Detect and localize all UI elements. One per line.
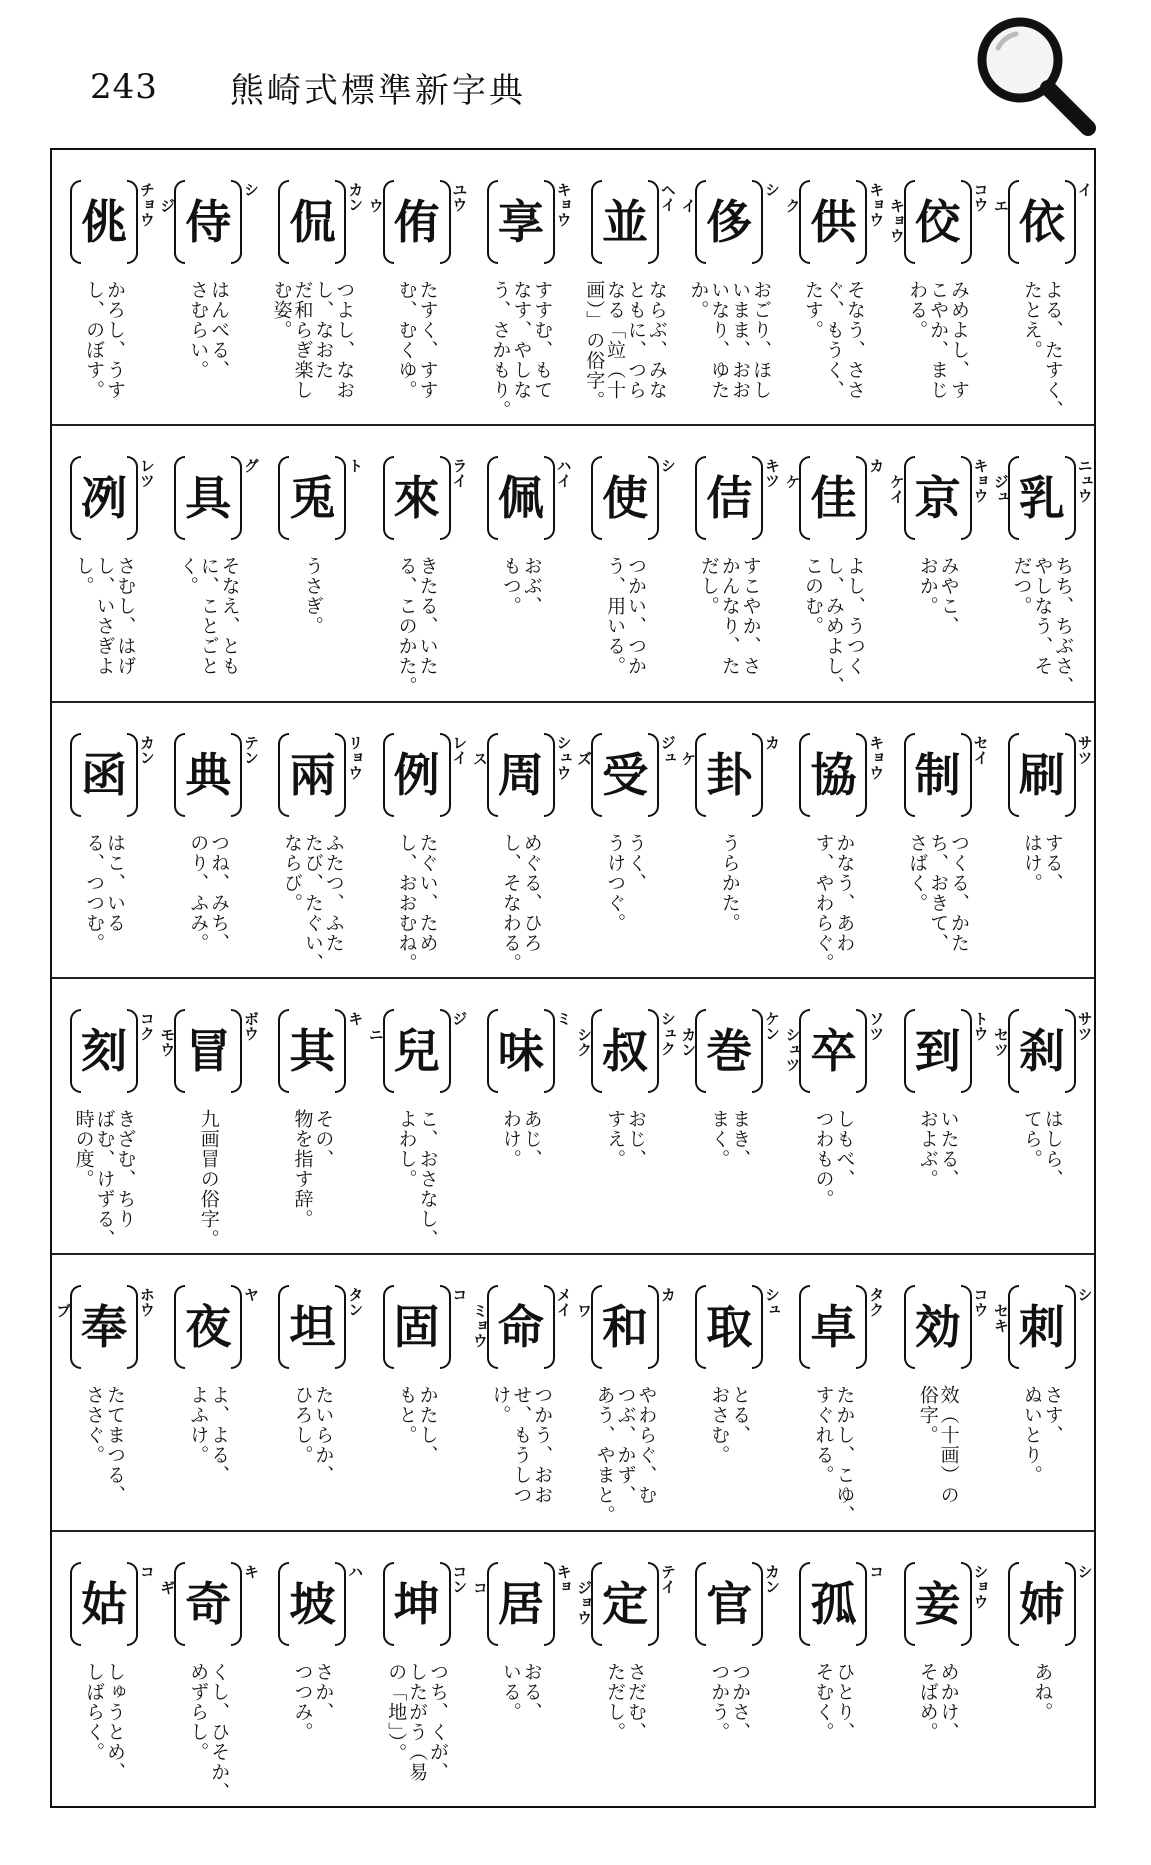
- kanji-entry: [260, 150, 364, 424]
- definition: あね。: [1031, 1661, 1054, 1722]
- kanji-headword: 函: [76, 733, 132, 817]
- on-reading: ト: [346, 458, 365, 474]
- kanji-headword: 奉: [76, 1285, 132, 1369]
- kun-reading: ズ: [575, 750, 594, 766]
- definition: きたる、いた る、このかた。: [395, 556, 439, 697]
- definition: かたし、 もと。: [395, 1385, 439, 1466]
- kanji-headword: 兒: [389, 1009, 445, 1093]
- definition: つかい、つか う、用いる。: [604, 556, 647, 677]
- kanji-headword: 和: [597, 1285, 653, 1369]
- kanji-entry: [886, 426, 990, 700]
- definition: する、 はけ。: [1020, 832, 1064, 893]
- kun-reading: コ: [470, 1579, 489, 1595]
- kanji-entry: [469, 150, 573, 424]
- definition: そなえ、とも に、ことごと く。: [176, 556, 241, 677]
- on-reading: カン: [137, 734, 156, 765]
- kanji-entry: [156, 1255, 260, 1529]
- kun-reading: ブ: [54, 1303, 73, 1319]
- definition: かろし、うす し、のぼす。: [83, 280, 126, 400]
- on-reading: シ: [242, 182, 261, 197]
- on-reading: シ: [1075, 1287, 1094, 1303]
- kanji-headword: 乳: [1014, 456, 1070, 540]
- kanji-entry: [156, 979, 260, 1253]
- on-reading: ソツ: [867, 1010, 886, 1041]
- kanji-headword: 居: [493, 1562, 549, 1646]
- definition: はこ、いる る、つつむ。: [83, 832, 126, 953]
- kanji-entry: [156, 426, 260, 700]
- kanji-headword: 姑: [76, 1562, 132, 1646]
- kanji-headword: 兩: [284, 733, 340, 817]
- kanji-headword: 孤: [805, 1562, 861, 1646]
- definition: たすく、すす む、むくゆ。: [395, 280, 439, 400]
- kanji-headword: 到: [910, 1009, 966, 1093]
- on-reading: キョウ: [867, 182, 886, 227]
- on-reading: シュク: [658, 1010, 677, 1056]
- definition: めかけ、 そばめ。: [916, 1661, 960, 1742]
- kun-reading: ミョウ: [470, 1303, 489, 1349]
- zoom-button[interactable]: [968, 8, 1100, 140]
- definition: おぶ、 もつ。: [499, 556, 543, 617]
- kanji-headword: 典: [180, 733, 236, 817]
- kun-reading: ケ: [783, 474, 802, 490]
- kanji-entry: [990, 703, 1094, 977]
- on-reading: ホウ: [137, 1287, 156, 1318]
- kanji-headword: 來: [389, 456, 445, 540]
- kanji-headword: 並: [597, 180, 653, 264]
- on-reading: ヘイ: [658, 182, 677, 212]
- kanji-headword: 京: [910, 456, 966, 540]
- definition: しゅうとめ、 しばらく。: [83, 1661, 126, 1782]
- kanji-entry: [260, 1255, 364, 1529]
- definition: ふたつ、ふた たび、たぐい、 ならび。: [281, 832, 345, 973]
- kanji-headword: 卓: [805, 1285, 861, 1369]
- definition: 效（十画）の 俗字。: [916, 1385, 960, 1506]
- on-reading: コ: [450, 1287, 469, 1303]
- definition: はんべる、 さむらい。: [187, 280, 231, 380]
- kun-reading: ジョウ: [575, 1579, 594, 1625]
- on-reading: チョウ: [137, 182, 156, 227]
- kanji-headword: 供: [805, 180, 861, 264]
- definition: みやこ、 おか。: [916, 556, 960, 637]
- definition: よし、うつく し、みめよし、 このむ。: [802, 556, 866, 697]
- kanji-entry: [365, 1532, 469, 1806]
- kanji-entry: [52, 979, 156, 1253]
- on-reading: サツ: [1075, 734, 1094, 765]
- kanji-headword: 受: [597, 733, 653, 817]
- kanji-entry: [990, 1532, 1094, 1806]
- entry-row: [52, 1253, 1094, 1529]
- kanji-entry: [365, 703, 469, 977]
- kanji-entry: [781, 979, 885, 1253]
- kanji-headword: 侑: [389, 180, 445, 264]
- on-reading: カン: [346, 182, 365, 212]
- definition: とる、 おさむ。: [708, 1385, 752, 1466]
- on-reading: ボウ: [242, 1010, 261, 1041]
- on-reading: ショウ: [971, 1563, 990, 1609]
- on-reading: キョウ: [554, 182, 573, 227]
- definition: さだむ、 ただし。: [604, 1661, 647, 1742]
- definition: すこやか、さ かんなり、た だし。: [697, 556, 762, 677]
- kanji-entry: [365, 1255, 469, 1529]
- page-header: [90, 62, 526, 112]
- definition: さか、 つつみ。: [291, 1661, 335, 1742]
- kanji-headword: 効: [910, 1285, 966, 1369]
- definition: おる、 いる。: [499, 1661, 543, 1722]
- kanji-headword: 定: [597, 1562, 653, 1646]
- kun-reading: ジ: [158, 198, 177, 213]
- kanji-entry: [781, 426, 885, 700]
- kanji-headword: 妾: [910, 1562, 966, 1646]
- on-reading: サツ: [1075, 1010, 1094, 1041]
- definition: つね、みち、 のり、ふみ。: [187, 832, 231, 953]
- definition: たぐい、ため し、おおむね。: [395, 832, 439, 973]
- page-number: 243: [90, 67, 158, 107]
- kun-reading: ギ: [158, 1579, 177, 1595]
- kun-reading: シュツ: [783, 1026, 802, 1072]
- kun-reading: セツ: [991, 1026, 1010, 1057]
- dictionary-grid: [50, 148, 1096, 1808]
- kun-reading: ケイ: [887, 474, 906, 505]
- on-reading: ハ: [346, 1563, 365, 1579]
- on-reading: テン: [242, 734, 261, 765]
- on-reading: タン: [346, 1287, 365, 1318]
- kanji-entry: [260, 703, 364, 977]
- kanji-entry: [573, 1255, 677, 1529]
- kanji-entry: [52, 703, 156, 977]
- kanji-entry: [52, 1532, 156, 1806]
- kanji-headword: 侈: [701, 180, 757, 264]
- definition: つくる、かた ち、おきて、 さばく。: [906, 832, 971, 953]
- definition: うらかた。: [718, 832, 741, 933]
- kanji-entry: [52, 150, 156, 424]
- kanji-entry: [990, 979, 1094, 1253]
- on-reading: キョウ: [971, 458, 990, 504]
- kanji-headword: 兎: [284, 456, 340, 540]
- kanji-headword: 卒: [805, 1009, 861, 1093]
- kun-reading: ケ: [679, 750, 698, 766]
- kanji-headword: 刹: [1014, 1009, 1070, 1093]
- kanji-entry: [573, 979, 677, 1253]
- kanji-headword: 享: [493, 180, 549, 264]
- kanji-entry: [886, 1255, 990, 1529]
- kun-reading: ワ: [575, 1303, 594, 1319]
- on-reading: ハイ: [554, 458, 573, 489]
- kanji-headword: 周: [493, 733, 549, 817]
- kun-reading: カン: [679, 1026, 698, 1057]
- definition: きざむ、ちり ばむ、けずる、 時の度。: [72, 1108, 137, 1249]
- kanji-entry: [990, 1255, 1094, 1529]
- kun-reading: ジュ: [991, 474, 1010, 505]
- kanji-headword: 刷: [1014, 733, 1070, 817]
- definition: 九画冒の俗字。: [197, 1108, 220, 1249]
- kanji-entry: [677, 703, 781, 977]
- definition: みめよし、す こやか、まじ わる。: [906, 280, 971, 400]
- kanji-headword: 取: [701, 1285, 757, 1369]
- kanji-headword: 卦: [701, 733, 757, 817]
- kanji-headword: 叔: [597, 1009, 653, 1093]
- definition: おごり、ほし いまま、おお いなり、ゆた か。: [687, 280, 773, 400]
- on-reading: リョウ: [346, 734, 365, 780]
- definition: たてまつる、 ささぐ。: [83, 1385, 126, 1506]
- kanji-headword: 命: [493, 1285, 549, 1369]
- kanji-entry: [677, 1255, 781, 1529]
- on-reading: コク: [137, 1010, 156, 1041]
- on-reading: カン: [763, 1563, 782, 1594]
- kanji-entry: [156, 150, 260, 424]
- definition: しもべ、 つわもの。: [812, 1108, 856, 1209]
- kanji-entry: [781, 1255, 885, 1529]
- kanji-entry: [886, 703, 990, 977]
- definition: つよし、なお し、なおた だ和らぎ楽し む姿。: [270, 280, 356, 400]
- on-reading: シ: [763, 182, 782, 197]
- on-reading: ジ: [450, 1010, 469, 1026]
- kun-reading: シク: [575, 1026, 594, 1057]
- on-reading: シ: [658, 458, 677, 474]
- kun-reading: エ: [991, 198, 1010, 213]
- kanji-headword: 固: [389, 1285, 445, 1369]
- definition: つかう、おお せ、もうしつ け。: [489, 1385, 554, 1506]
- kanji-entry: [573, 150, 677, 424]
- kanji-headword: 依: [1014, 180, 1070, 264]
- kanji-headword: 坤: [389, 1562, 445, 1646]
- on-reading: カ: [867, 458, 886, 474]
- definition: あじ、 わけ。: [499, 1108, 543, 1169]
- on-reading: ジュ: [658, 734, 677, 765]
- kanji-headword: 刻: [76, 1009, 132, 1093]
- on-reading: コ: [137, 1563, 156, 1579]
- definition: めぐる、ひろ し、そなわる。: [499, 832, 543, 973]
- kun-reading: イ: [679, 198, 698, 213]
- definition: ちち、ちぶさ、 やしなう、そ だつ。: [1010, 556, 1075, 697]
- definition: うさぎ。: [301, 556, 324, 637]
- on-reading: カ: [763, 734, 782, 750]
- kanji-headword: 奇: [180, 1562, 236, 1646]
- on-reading: キョウ: [867, 734, 886, 780]
- kanji-entry: [781, 150, 885, 424]
- kanji-headword: 具: [180, 456, 236, 540]
- kun-reading: セキ: [991, 1303, 1010, 1334]
- kanji-headword: 巻: [701, 1009, 757, 1093]
- on-reading: ニュウ: [1075, 458, 1094, 504]
- on-reading: ヤ: [242, 1287, 261, 1303]
- definition: こ、おさなし、 よわし。: [395, 1108, 439, 1249]
- kanji-headword: 坡: [284, 1562, 340, 1646]
- kun-reading: ス: [470, 750, 489, 766]
- on-reading: メイ: [554, 1287, 573, 1318]
- kanji-entry: [260, 1532, 364, 1806]
- kanji-entry: [573, 703, 677, 977]
- kanji-entry: [781, 1532, 885, 1806]
- on-reading: シュ: [763, 1287, 782, 1318]
- definition: ひとり、 そむく。: [812, 1661, 856, 1742]
- kanji-headword: 例: [389, 733, 445, 817]
- magnifier-icon: [968, 8, 1100, 140]
- kanji-headword: 佳: [805, 456, 861, 540]
- on-reading: ライ: [450, 458, 469, 489]
- definition: つち、くが、 したがう（易 の「地」）。: [385, 1661, 450, 1782]
- kanji-headword: 其: [284, 1009, 340, 1093]
- definition: すすむ、もて なす、やしな う、さかもり。: [489, 280, 554, 420]
- on-reading: キョ: [554, 1563, 573, 1594]
- kanji-entry: [886, 979, 990, 1253]
- on-reading: セイ: [971, 734, 990, 765]
- kanji-headword: 侃: [284, 180, 340, 264]
- definition: そなう、ささ ぐ、もうく、 たす。: [802, 280, 866, 400]
- kanji-entry: [990, 150, 1094, 424]
- definition: たいらか、 ひろし。: [291, 1385, 335, 1486]
- definition: まき、 まく。: [708, 1108, 752, 1169]
- on-reading: イ: [1075, 182, 1094, 197]
- definition: たかし、こゆ、 すぐれる。: [812, 1385, 856, 1526]
- kanji-entry: [52, 1255, 156, 1529]
- kanji-headword: 侍: [180, 180, 236, 264]
- on-reading: シ: [1075, 1563, 1094, 1579]
- kanji-entry: [365, 150, 469, 424]
- kanji-entry: [365, 979, 469, 1253]
- kanji-entry: [469, 1255, 573, 1529]
- on-reading: グ: [242, 458, 261, 474]
- on-reading: コウ: [971, 1287, 990, 1318]
- definition: その、 物を指す辞。: [291, 1108, 335, 1229]
- kanji-entry: [990, 426, 1094, 700]
- kanji-entry: [781, 703, 885, 977]
- on-reading: キ: [346, 1010, 365, 1026]
- entry-row: [52, 150, 1094, 424]
- kanji-headword: 冽: [76, 456, 132, 540]
- kanji-headword: 協: [805, 733, 861, 817]
- kanji-headword: 佻: [76, 180, 132, 264]
- kanji-entry: [573, 426, 677, 700]
- kanji-entry: [677, 150, 781, 424]
- kanji-headword: 坦: [284, 1285, 340, 1369]
- on-reading: コン: [450, 1563, 469, 1594]
- entry-row: [52, 1530, 1094, 1806]
- kanji-entry: [677, 979, 781, 1253]
- kanji-headword: 使: [597, 456, 653, 540]
- kanji-headword: 佩: [493, 456, 549, 540]
- entry-row: [52, 701, 1094, 977]
- kanji-headword: 制: [910, 733, 966, 817]
- definition: うく、 うけつぐ。: [604, 832, 647, 933]
- definition: いたる、 およぶ。: [916, 1108, 960, 1189]
- kun-reading: モウ: [158, 1026, 177, 1057]
- kanji-entry: [156, 703, 260, 977]
- definition: つかさ、 つかう。: [708, 1661, 752, 1742]
- kanji-entry: [365, 426, 469, 700]
- entry-row: [52, 977, 1094, 1253]
- kanji-entry: [469, 1532, 573, 1806]
- kanji-headword: 佶: [701, 456, 757, 540]
- definition: よ、よる、 よふけ。: [187, 1385, 231, 1486]
- kanji-entry: [469, 703, 573, 977]
- kanji-entry: [886, 1532, 990, 1806]
- on-reading: ユウ: [450, 182, 469, 212]
- kanji-entry: [156, 1532, 260, 1806]
- definition: おじ、 すえ。: [604, 1108, 647, 1169]
- on-reading: ケン: [763, 1010, 782, 1041]
- kanji-headword: 官: [701, 1562, 757, 1646]
- on-reading: カ: [658, 1287, 677, 1303]
- kun-reading: ニ: [366, 1026, 385, 1042]
- definition: さす、 ぬいとり。: [1020, 1385, 1064, 1486]
- on-reading: シュウ: [554, 734, 573, 780]
- on-reading: コウ: [971, 182, 990, 212]
- definition: かなう、あわ す、やわらぐ。: [812, 832, 856, 973]
- on-reading: タク: [867, 1287, 886, 1318]
- definition: くし、ひそか、 めずらし。: [187, 1661, 231, 1802]
- definition: ならぶ、みな ともに、つら なる「竝（十 画）」の俗字。: [583, 280, 668, 411]
- on-reading: トウ: [971, 1010, 990, 1041]
- on-reading: キツ: [763, 458, 782, 489]
- kanji-entry: [469, 979, 573, 1253]
- kanji-headword: 姉: [1014, 1562, 1070, 1646]
- on-reading: キ: [242, 1563, 261, 1579]
- definition: よる、たすく、 たとえ。: [1020, 280, 1064, 420]
- on-reading: ミ: [554, 1010, 573, 1026]
- kanji-entry: [469, 426, 573, 700]
- kanji-headword: 佼: [910, 180, 966, 264]
- entry-row: [52, 424, 1094, 700]
- kanji-entry: [260, 426, 364, 700]
- kanji-headword: 夜: [180, 1285, 236, 1369]
- kanji-headword: 刺: [1014, 1285, 1070, 1369]
- definition: さむし、はげ し、いさぎよ し。: [72, 556, 137, 677]
- kun-reading: キョウ: [887, 198, 906, 243]
- definition: やわらぐ、む つぶ、かず、 あう、やまと。: [593, 1385, 658, 1526]
- kanji-entry: [573, 1532, 677, 1806]
- kanji-headword: 冒: [180, 1009, 236, 1093]
- kanji-entry: [52, 426, 156, 700]
- kanji-entry: [886, 150, 990, 424]
- on-reading: レイ: [450, 734, 469, 765]
- kanji-entry: [677, 426, 781, 700]
- kanji-headword: 味: [493, 1009, 549, 1093]
- kun-reading: ウ: [366, 198, 385, 213]
- book-title: 熊崎式標準新字典: [229, 70, 526, 111]
- kanji-entry: [677, 1532, 781, 1806]
- definition: はしら、 てら。: [1020, 1108, 1064, 1189]
- on-reading: テイ: [658, 1563, 677, 1594]
- on-reading: コ: [867, 1563, 886, 1579]
- kun-reading: ク: [783, 198, 802, 213]
- on-reading: レツ: [137, 458, 156, 489]
- kanji-entry: [260, 979, 364, 1253]
